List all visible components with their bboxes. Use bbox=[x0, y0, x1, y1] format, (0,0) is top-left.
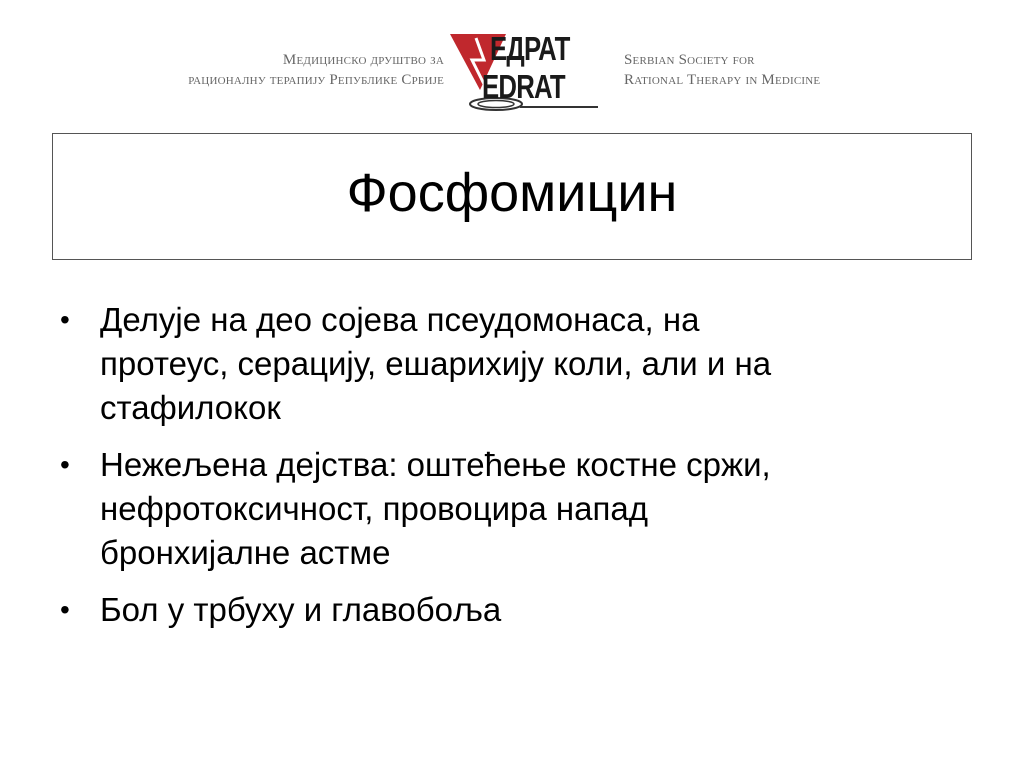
logo-text-latin: EDRAT bbox=[482, 68, 565, 105]
bullet-item-2 bbox=[56, 443, 956, 575]
slide-header bbox=[0, 0, 1024, 120]
bullet-marker: • bbox=[60, 594, 70, 625]
org-name-serbian-line1: Медицинско друштво за bbox=[282, 52, 444, 68]
bullet-2-line-2: нефротоксичност, провоцира напад bbox=[100, 490, 648, 527]
org-name-serbian bbox=[118, 50, 444, 90]
slide-title: Фосфомицин bbox=[346, 162, 678, 223]
bullet-item-3 bbox=[56, 588, 956, 632]
bullet-marker: • bbox=[60, 304, 70, 335]
bullet-item-1 bbox=[56, 298, 956, 430]
org-name-english bbox=[624, 50, 924, 90]
org-name-serbian-line2: рационалну терапију Републике Србије bbox=[188, 72, 444, 88]
org-name-english-line1: Serbian Society for bbox=[624, 52, 755, 68]
bullet-2-line-1: Нежељена дејства: оштећење костне сржи, bbox=[100, 446, 771, 483]
bullet-1-line-3: стафилокок bbox=[100, 389, 281, 426]
bullet-2-line-3: бронхијалне астме bbox=[100, 534, 391, 571]
bullet-list bbox=[56, 298, 956, 645]
medrat-logo-icon bbox=[450, 30, 602, 114]
bullet-marker: • bbox=[60, 449, 70, 480]
bullet-3-line-1: Бол у трбуху и главобоља bbox=[100, 591, 502, 628]
slide-title-box bbox=[52, 133, 972, 260]
org-name-english-line2: Rational Therapy in Medicine bbox=[624, 72, 821, 88]
bullet-1-line-1: Делује на део сојева псеудомонаса, на bbox=[100, 301, 700, 338]
logo-text-cyrillic: ЕДРАТ bbox=[490, 30, 570, 67]
bullet-1-line-2: протеус, серацију, ешарихију коли, али и на bbox=[100, 345, 772, 382]
